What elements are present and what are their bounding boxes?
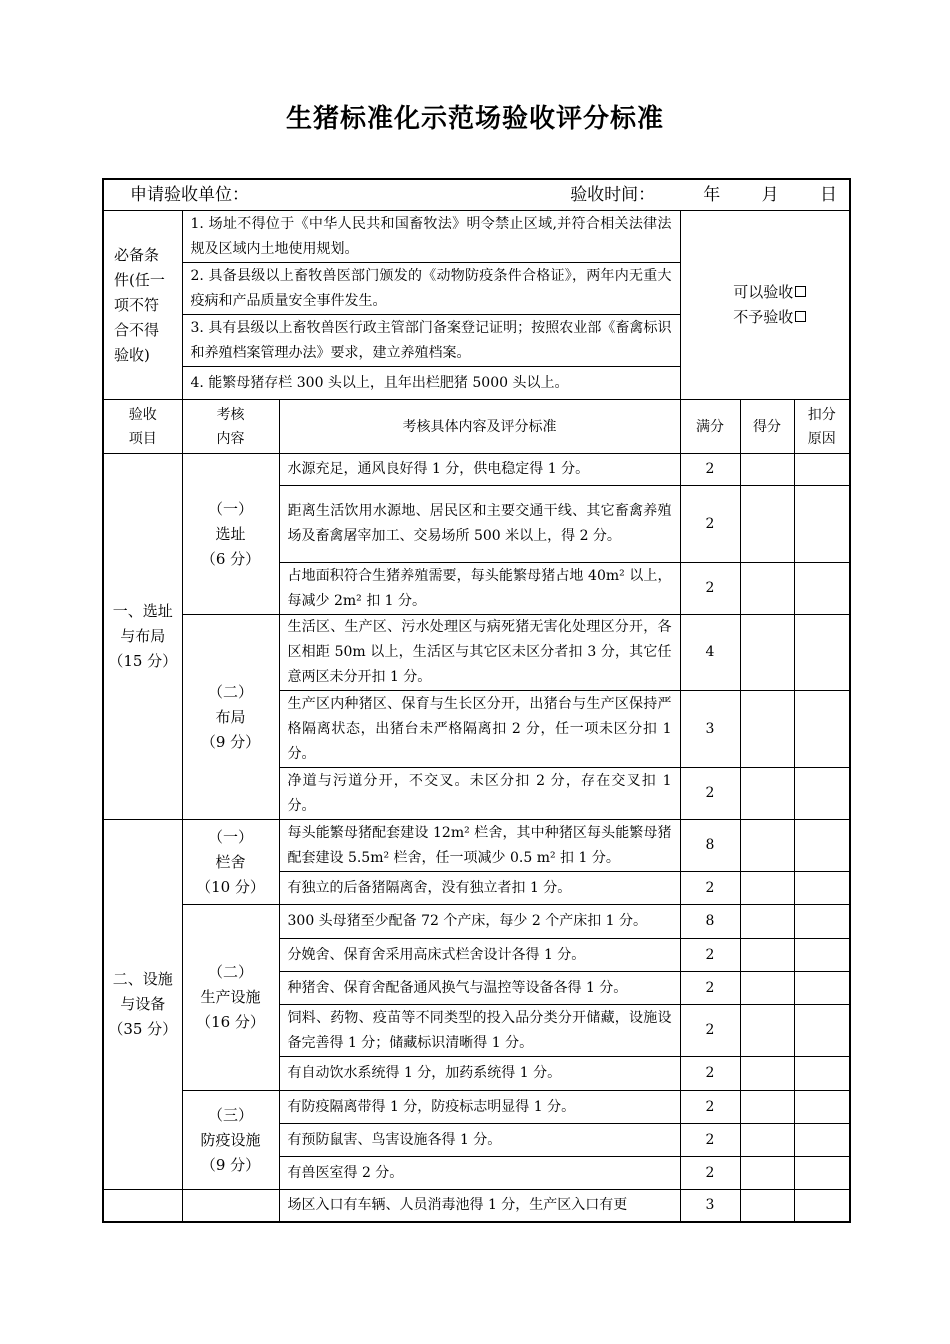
criteria-text: 占地面积符合生猪养殖需要，每头能繁母猪占地 40m² 以上，每减少 2m² 扣 1 分。 bbox=[279, 563, 680, 615]
deduct-reason-cell[interactable] bbox=[794, 1091, 850, 1124]
score-cell[interactable] bbox=[740, 691, 794, 768]
col-header-content: 考核 内容 bbox=[182, 400, 279, 454]
full-score: 2 bbox=[680, 454, 740, 486]
deduct-reason-cell[interactable] bbox=[794, 615, 850, 691]
inspection-time-label: 验收时间： bbox=[570, 184, 656, 205]
deduct-reason-cell[interactable] bbox=[794, 872, 850, 905]
group-label: （二） 生产设施 （16 分） bbox=[182, 905, 279, 1091]
deduct-reason-cell[interactable] bbox=[794, 939, 850, 972]
prerequisite-label: 必备条 件(任一 项不符 合不得 验收) bbox=[103, 211, 182, 400]
score-cell[interactable] bbox=[740, 820, 794, 872]
accept-label: 可以验收 bbox=[733, 283, 794, 301]
deduct-reason-cell[interactable] bbox=[794, 972, 850, 1005]
reject-checkbox[interactable] bbox=[795, 311, 806, 322]
scoring-table bbox=[102, 178, 851, 1223]
score-cell[interactable] bbox=[740, 1124, 794, 1157]
score-cell[interactable] bbox=[740, 1091, 794, 1124]
full-score: 2 bbox=[680, 563, 740, 615]
month-label: 月 bbox=[761, 184, 779, 205]
deduct-reason-cell[interactable] bbox=[794, 1005, 850, 1057]
full-score: 4 bbox=[680, 615, 740, 691]
deduct-reason-cell[interactable] bbox=[794, 454, 850, 486]
year-label: 年 bbox=[703, 184, 721, 205]
deduct-reason-cell[interactable] bbox=[794, 1157, 850, 1190]
criteria-text: 有自动饮水系统得 1 分，加药系统得 1 分。 bbox=[279, 1057, 680, 1091]
score-cell[interactable] bbox=[740, 972, 794, 1005]
score-cell[interactable] bbox=[740, 486, 794, 563]
score-cell[interactable] bbox=[740, 615, 794, 691]
full-score: 2 bbox=[680, 1124, 740, 1157]
criteria-text: 每头能繁母猪配套建设 12m² 栏舍，其中种猪区每头能繁母猪配套建设 5.5m² 栏舍，任一项减少 0.5 m² 扣 1 分。 bbox=[279, 820, 680, 872]
deduct-reason-cell[interactable] bbox=[794, 820, 850, 872]
full-score: 2 bbox=[680, 972, 740, 1005]
criteria-text: 有预防鼠害、鸟害设施各得 1 分。 bbox=[279, 1124, 680, 1157]
applicant-label: 申请验收单位： bbox=[130, 184, 249, 205]
criteria-text: 生产区内种猪区、保育与生长区分开，出猪台与生产区保持严格隔离状态，出猪台未严格隔离扣 2 分，任一项未区分扣 1 分。 bbox=[279, 691, 680, 768]
score-cell[interactable] bbox=[740, 563, 794, 615]
prerequisite-item: 2. 具备县级以上畜牧兽医部门颁发的《动物防疫条件合格证》，两年内无重大疫病和产品质量安全事件发生。 bbox=[182, 263, 680, 315]
full-score: 2 bbox=[680, 486, 740, 563]
group-label: （二） 布局 （9 分） bbox=[182, 615, 279, 820]
accept-checkbox[interactable] bbox=[795, 286, 806, 297]
reject-label: 不予验收 bbox=[733, 308, 794, 326]
deduct-reason-cell[interactable] bbox=[794, 563, 850, 615]
full-score: 2 bbox=[680, 939, 740, 972]
deduct-reason-cell[interactable] bbox=[794, 486, 850, 563]
col-header-score: 得分 bbox=[740, 400, 794, 454]
score-cell[interactable] bbox=[740, 454, 794, 486]
criteria-text: 种猪舍、保育舍配备通风换气与温控等设备各得 1 分。 bbox=[279, 972, 680, 1005]
prerequisite-item: 1. 场址不得位于《中华人民共和国畜牧法》明令禁止区域,并符合相关法律法规及区域内土地使用规划。 bbox=[182, 211, 680, 263]
section-label: 一、选址 与布局 （15 分） bbox=[103, 454, 182, 820]
page-title: 生猪标准化示范场验收评分标准 bbox=[285, 104, 664, 134]
criteria-text: 有防疫隔离带得 1 分，防疫标志明显得 1 分。 bbox=[279, 1091, 680, 1124]
criteria-text: 300 头母猪至少配备 72 个产床，每少 2 个产床扣 1 分。 bbox=[279, 905, 680, 939]
verdict-box bbox=[680, 211, 850, 400]
score-cell[interactable] bbox=[740, 768, 794, 820]
criteria-text: 有兽医室得 2 分。 bbox=[279, 1157, 680, 1190]
day-label: 日 bbox=[820, 184, 837, 205]
score-cell[interactable] bbox=[740, 1190, 794, 1222]
criteria-text: 净道与污道分开，不交叉。未区分扣 2 分，存在交叉扣 1 分。 bbox=[279, 768, 680, 820]
criteria-text: 有独立的后备猪隔离舍，没有独立者扣 1 分。 bbox=[279, 872, 680, 905]
deduct-reason-cell[interactable] bbox=[794, 768, 850, 820]
deduct-reason-cell[interactable] bbox=[794, 905, 850, 939]
section-label: 二、设施 与设备 （35 分） bbox=[103, 820, 182, 1190]
score-cell[interactable] bbox=[740, 1157, 794, 1190]
full-score: 2 bbox=[680, 872, 740, 905]
full-score: 3 bbox=[680, 691, 740, 768]
deduct-reason-cell[interactable] bbox=[794, 1057, 850, 1091]
score-cell[interactable] bbox=[740, 1057, 794, 1091]
deduct-reason-cell[interactable] bbox=[794, 1190, 850, 1222]
col-header-criteria: 考核具体内容及评分标准 bbox=[279, 400, 680, 454]
group-label-empty bbox=[182, 1190, 279, 1222]
col-header-full: 满分 bbox=[680, 400, 740, 454]
full-score: 2 bbox=[680, 1005, 740, 1057]
score-cell[interactable] bbox=[740, 872, 794, 905]
deduct-reason-cell[interactable] bbox=[794, 691, 850, 768]
score-cell[interactable] bbox=[740, 1005, 794, 1057]
group-label: （一） 栏舍 （10 分） bbox=[182, 820, 279, 905]
group-label: （一） 选址 （6 分） bbox=[182, 454, 279, 615]
full-score: 3 bbox=[680, 1190, 740, 1222]
full-score: 2 bbox=[680, 768, 740, 820]
criteria-text: 场区入口有车辆、人员消毒池得 1 分，生产区入口有更 bbox=[279, 1190, 680, 1222]
deduct-reason-cell[interactable] bbox=[794, 1124, 850, 1157]
prerequisite-item: 3. 具有县级以上畜牧兽医行政主管部门备案登记证明；按照农业部《畜禽标识和养殖档案管理办法》要求，建立养殖档案。 bbox=[182, 315, 680, 367]
score-cell[interactable] bbox=[740, 905, 794, 939]
application-header bbox=[103, 179, 850, 211]
criteria-text: 分娩舍、保育舍采用高床式栏舍设计各得 1 分。 bbox=[279, 939, 680, 972]
score-cell[interactable] bbox=[740, 939, 794, 972]
criteria-text: 生活区、生产区、污水处理区与病死猪无害化处理区分开，各区相距 50m 以上，生活区与其它区未区分者扣 3 分，其它任意两区未分开扣 1 分。 bbox=[279, 615, 680, 691]
section-label-empty bbox=[103, 1190, 182, 1222]
full-score: 8 bbox=[680, 820, 740, 872]
criteria-text: 饲料、药物、疫苗等不同类型的投入品分类分开储藏，设施设备完善得 1 分；储藏标识清晰得 1 分。 bbox=[279, 1005, 680, 1057]
full-score: 8 bbox=[680, 905, 740, 939]
col-header-item: 验收 项目 bbox=[103, 400, 182, 454]
prerequisite-item: 4. 能繁母猪存栏 300 头以上，且年出栏肥猪 5000 头以上。 bbox=[182, 367, 680, 400]
group-label: （三） 防疫设施 （9 分） bbox=[182, 1091, 279, 1190]
criteria-text: 距离生活饮用水源地、居民区和主要交通干线、其它畜禽养殖场及畜禽屠宰加工、交易场所 500 米以上，得 2 分。 bbox=[279, 486, 680, 563]
col-header-deduct: 扣分 原因 bbox=[794, 400, 850, 454]
full-score: 2 bbox=[680, 1157, 740, 1190]
full-score: 2 bbox=[680, 1091, 740, 1124]
full-score: 2 bbox=[680, 1057, 740, 1091]
criteria-text: 水源充足，通风良好得 1 分，供电稳定得 1 分。 bbox=[279, 454, 680, 486]
